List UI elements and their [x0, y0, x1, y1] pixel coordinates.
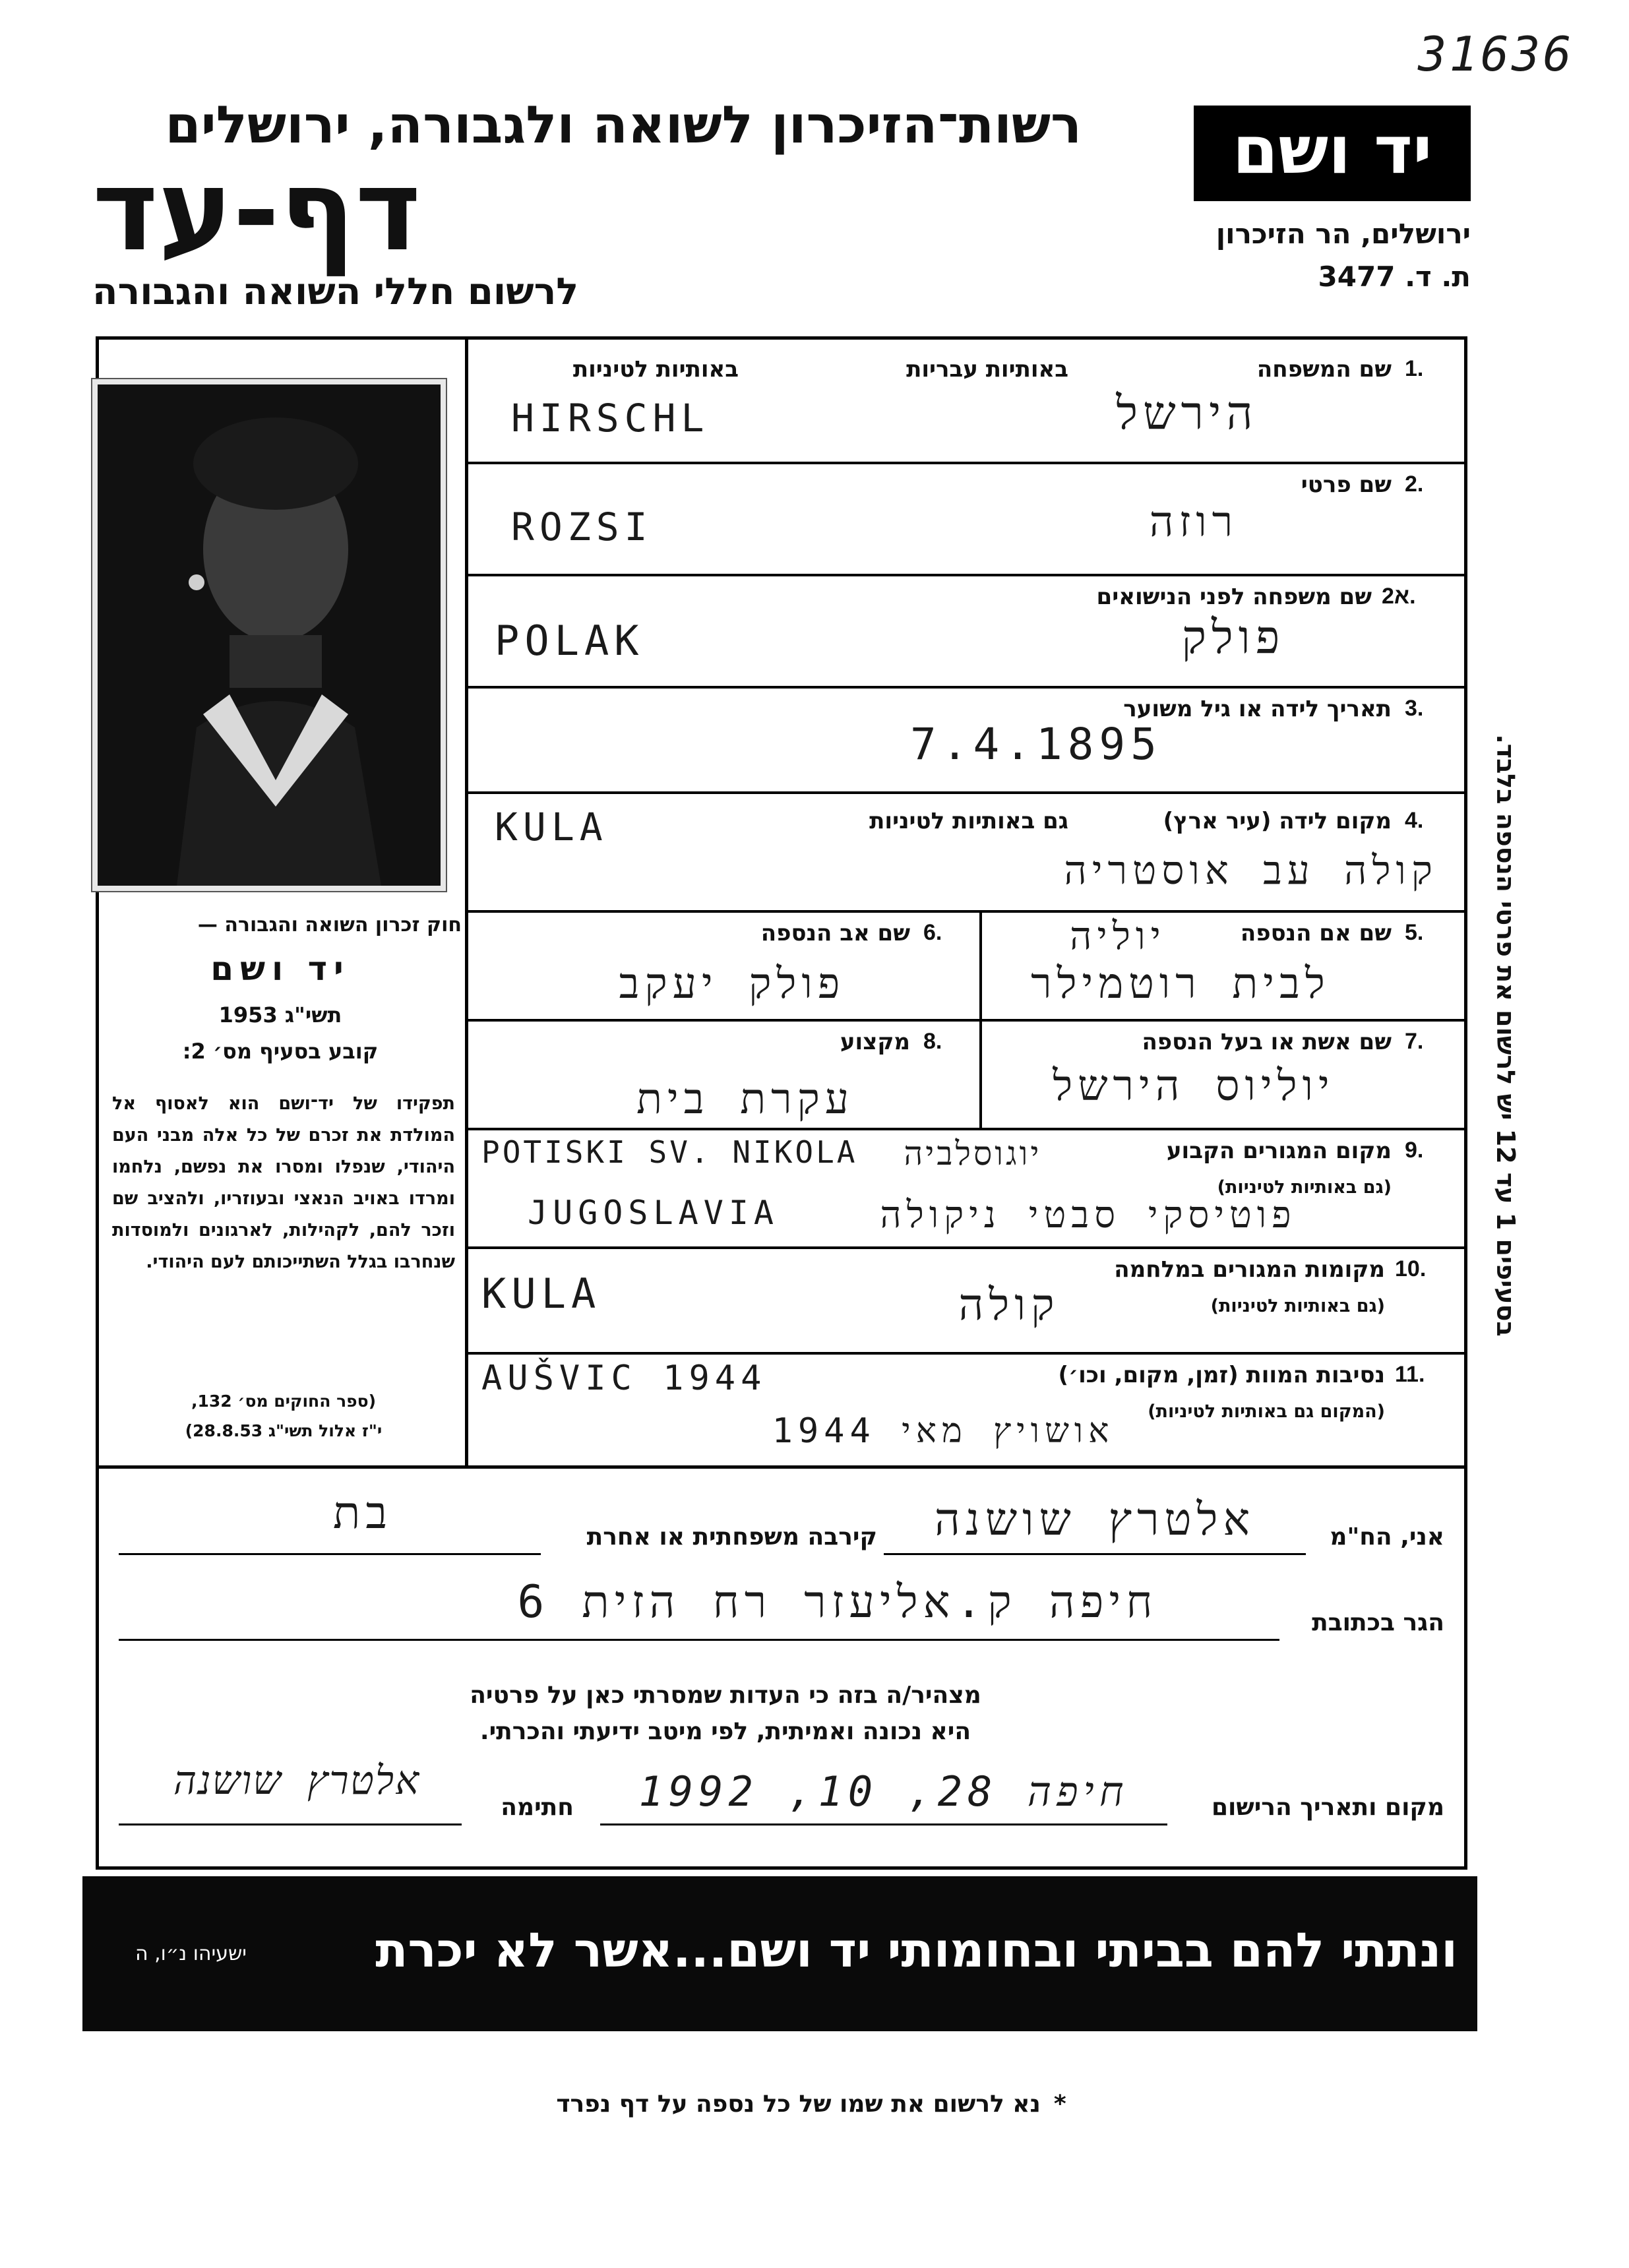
field-2-label: שם פרטי: [1301, 472, 1392, 498]
declaration-i-label: אני, הח"מ: [1330, 1523, 1444, 1550]
left-column-divider: [465, 336, 468, 1467]
field-3-value: 7.4.1895: [910, 719, 1162, 770]
declaration-statement-line-2: היא נכונה ואמיתית, לפי מיטב ידיעתי והכרתי.: [479, 1718, 971, 1745]
law-title: חוק זכרון השואה והגבורה —: [197, 913, 462, 936]
place-date-label: מקום ותאריך הרישום: [1211, 1794, 1444, 1821]
banner-quote: ונתתי להם בביתי ובחומותי יד ושם...אשר לא יכרת: [375, 1922, 1458, 1978]
quote-banner: [82, 1876, 1477, 2031]
form-title: דף-עד: [92, 146, 421, 276]
field-8-label: מקצוע: [840, 1029, 910, 1055]
field-7-value: יוליוס הירשל: [1053, 1062, 1335, 1111]
field-4-latin-value: KULA: [495, 805, 608, 849]
footnote: [514, 2091, 1108, 2118]
victim-photo: [92, 379, 446, 891]
field-10-label: מקומות המגורים במלחמה: [1114, 1256, 1385, 1283]
law-body: תפקידו של יד־ושם הוא לאסוף אל המולדת את זכרם של כל אלה מבני העם היהודי, שנפלו ומסרו את נפשם, נלחמו ומרדו באויב הנאצי ובעוזריו, ולהציב שם וזכר להם, לקהילות, לארגונים ולמוסדות שנחרבו בגלל השתייכותם לעם היהודי.: [112, 1093, 455, 1272]
law-year: תשי"ג 1953: [218, 1002, 342, 1027]
law-source: (ספר החוקים מס׳ 132,: [191, 1392, 376, 1411]
law-clause: קובע בסעיף מס׳ 2:: [182, 1039, 379, 1064]
field-2a-number: 2א.: [1382, 584, 1416, 609]
side-note: בסעיפים 1 עד 12 יש לרשום את פרטי הנספה בלבד.: [1491, 734, 1520, 1337]
field-2-hebrew-value: רוזה: [1149, 498, 1239, 547]
field-5-label: שם אם הנספה: [1240, 920, 1392, 946]
field-11-latin-value: AUŠVIC 1944: [481, 1359, 767, 1398]
authority-title: רשות־הזיכרון לשואה ולגבורה, ירושלים: [165, 96, 1082, 155]
row-divider: [468, 1019, 1467, 1022]
law-name: יד ושם: [210, 950, 350, 988]
law-box: [99, 904, 462, 1457]
yad-vashem-logo: [1194, 106, 1471, 201]
document-number: 31636: [1418, 26, 1574, 82]
field-1-label: שם המשפחה: [1256, 356, 1392, 383]
field-9-latin-caption: (גם באותיות לטיניות): [1217, 1177, 1392, 1198]
field-9-latin-value-2: JUGOSLAVIA: [528, 1194, 780, 1232]
field-11-label: נסיבות המוות (זמן, מקום, וכו׳): [1058, 1362, 1385, 1388]
field-4-latin-caption: גם באותיות לטיניות: [869, 808, 1068, 834]
row-divider: [468, 1352, 1467, 1355]
field-5-value-line-2: לבית רוטמילר: [1031, 960, 1330, 1008]
field-1-latin-caption: באותיות לטיניות: [572, 356, 739, 383]
field-6-value: פולק יעקב: [619, 960, 845, 1008]
field-9-latin-value-1: POTISKI SV. NIKOLA: [481, 1134, 858, 1170]
field-2a-hebrew-value: פולק: [1181, 610, 1285, 664]
declaration-relation-value: בת: [332, 1487, 393, 1539]
portrait-silhouette: [98, 384, 441, 886]
field-2-number: 2.: [1405, 472, 1424, 497]
field-9-number: 9.: [1405, 1138, 1424, 1163]
field-7-number: 7.: [1405, 1029, 1424, 1054]
logo-text: יד ושם: [1232, 111, 1432, 189]
footnote-text: נא לרשום את שמו של כל נספה על דף נפרד: [556, 2091, 1041, 2118]
field-4-number: 4.: [1405, 808, 1424, 833]
field-2a-label: שם משפחה לפני הנישואים: [1096, 584, 1372, 610]
banner-source: ישעיהו נ״ו, ה: [135, 1942, 247, 1965]
declaration-address-value: חיפה ק.אליעזר רח הזית 6: [517, 1576, 1158, 1628]
declaration-relation-label: קירבה משפחתית או אחרת: [586, 1523, 877, 1550]
law-source-date: י"ז אלול תשי"ג 28.8.53): [185, 1421, 383, 1440]
field-9-label: מקום המגורים הקבוע: [1166, 1138, 1392, 1164]
declaration-address-label: הגר בכתובת: [1312, 1609, 1444, 1636]
footnote-mark: *: [1053, 2091, 1066, 2118]
signature-line: [119, 1810, 462, 1825]
fields-bottom-divider: [96, 1465, 1467, 1469]
field-3-number: 3.: [1405, 696, 1424, 721]
row-divider: [468, 462, 1467, 464]
address-line-1: ירושלים, הר הזיכרון: [1215, 218, 1471, 250]
declaration-statement-line-1: מצהיר/ה בזה כי העדות שמסרתי כאן על פרטיה: [470, 1682, 981, 1709]
field-2a-latin-value: POLAK: [495, 617, 644, 665]
field-9-hebrew-value-2: פוטיסקי סבטי ניקולה: [880, 1194, 1297, 1237]
field-10-number: 10.: [1395, 1256, 1427, 1281]
row-divider: [468, 1128, 1467, 1130]
field-1-hebrew-caption: באותיות עבריות: [906, 356, 1068, 383]
declaration-relation-line: [119, 1540, 541, 1555]
row-divider: [468, 910, 1467, 913]
field-3-label: תאריך לידה או גיל משוער: [1123, 696, 1392, 722]
field-7-label: שם אשת או בעל הנספה: [1142, 1029, 1392, 1055]
field-1-latin-value: HIRSCHL: [511, 396, 710, 441]
field-8-number: 8.: [923, 1029, 942, 1054]
field-11-number: 11.: [1395, 1362, 1425, 1387]
field-9-hebrew-value-1: יוגוסלביה: [904, 1134, 1042, 1173]
field-10-latin-value: KULA: [481, 1270, 601, 1318]
address-line-2: ת. ד. 3477: [1318, 261, 1471, 293]
row-divider: [468, 686, 1467, 689]
field-6-label: שם אב הנספה: [760, 920, 910, 946]
form-subtitle: לרשום חללי השואה והגבורה: [92, 270, 579, 313]
field-2-latin-value: ROZSI: [511, 505, 653, 549]
field-5-number: 5.: [1405, 920, 1424, 945]
row-divider: [468, 1246, 1467, 1249]
signature-label: חתימה: [501, 1794, 574, 1821]
mid-column-divider: [979, 911, 982, 1129]
field-4-hebrew-value: קולה עב אוסטריה: [1064, 847, 1438, 894]
field-5-value-line-1: יוליה: [1070, 913, 1166, 958]
field-1-number: 1.: [1405, 356, 1424, 381]
signature-value: אלטרץ שושנה: [173, 1758, 421, 1804]
field-8-value: עקרת בית: [636, 1075, 855, 1124]
field-1-hebrew-value: הירשל: [1116, 386, 1258, 440]
declaration-i-value: אלטרץ שושנה: [934, 1494, 1256, 1546]
field-11-hebrew-value: אושויץ מאי 1944: [772, 1411, 1115, 1451]
field-10-hebrew-value: קולה: [958, 1279, 1060, 1330]
field-10-latin-caption: (גם באותיות לטיניות): [1210, 1296, 1385, 1316]
row-divider: [468, 791, 1467, 794]
field-11-latin-caption: (המקום גם באותיות לטיניות): [1148, 1401, 1385, 1422]
place-date-value: חיפה 28, 10, 1992: [638, 1767, 1129, 1816]
field-4-label: מקום לידה (עיר ארץ): [1163, 808, 1392, 834]
field-6-number: 6.: [923, 920, 942, 945]
row-divider: [468, 574, 1467, 576]
